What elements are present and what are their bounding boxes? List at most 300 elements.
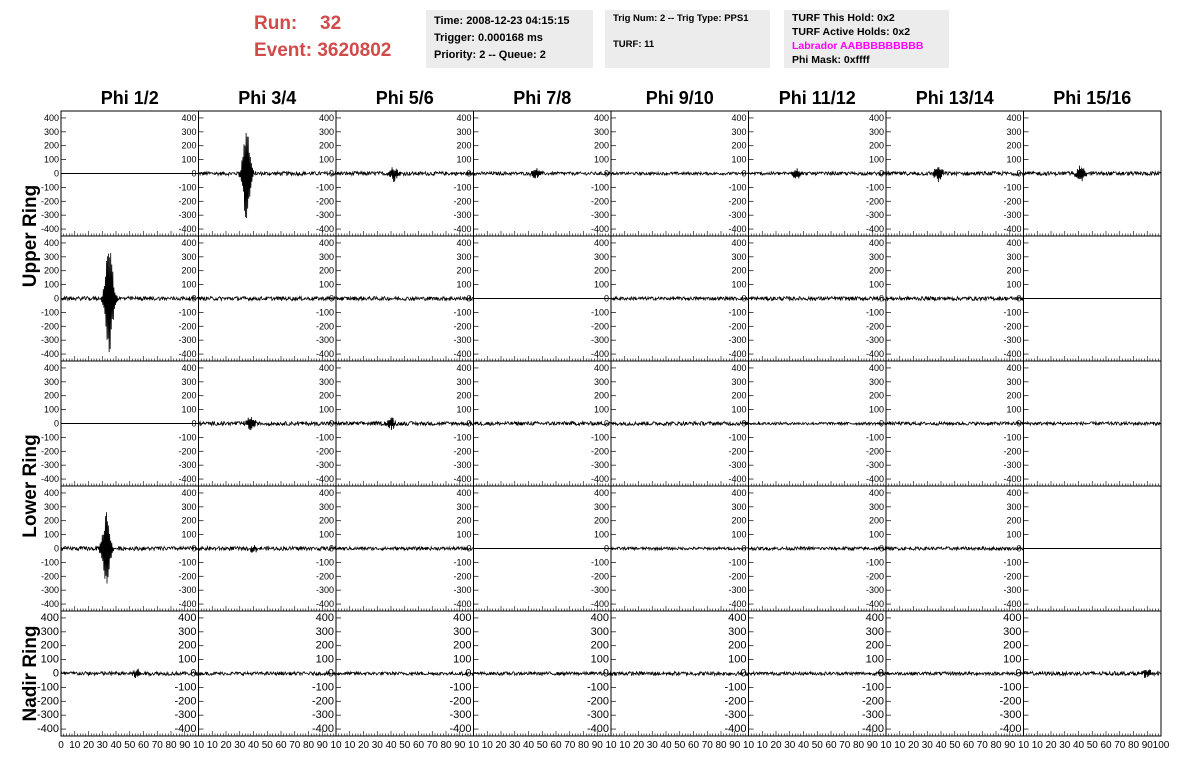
y-tick-label: 100 xyxy=(318,154,334,165)
y-tick-label: -400 xyxy=(315,599,334,610)
waveform-trace xyxy=(749,547,887,550)
y-tick-label: 200 xyxy=(318,390,334,401)
y-tick-label: 0 xyxy=(741,168,747,179)
y-tick-label: -100 xyxy=(865,182,884,193)
y-tick-label: -200 xyxy=(40,571,59,582)
y-tick-label: -200 xyxy=(36,695,59,708)
y-tick-label: 300 xyxy=(728,625,747,638)
y-tick-label: 300 xyxy=(43,376,59,387)
x-tick-label: 80 xyxy=(302,740,315,751)
y-tick-label: -100 xyxy=(728,307,747,318)
y-tick-label: -300 xyxy=(1003,460,1022,471)
y-tick-label: 300 xyxy=(868,376,884,387)
y-tick-label: 100 xyxy=(318,529,334,540)
x-tick-label: 90 xyxy=(179,740,191,751)
y-tick-label: 100 xyxy=(43,279,59,290)
y-tick-label: 100 xyxy=(1006,154,1022,165)
y-tick-label: 100 xyxy=(865,653,884,666)
y-tick-label: 200 xyxy=(590,639,609,652)
y-tick-label: 200 xyxy=(318,515,334,526)
y-tick-label: -200 xyxy=(178,196,197,207)
y-tick-label: -400 xyxy=(724,723,747,736)
y-tick-label: 400 xyxy=(731,237,747,248)
y-tick-label: 400 xyxy=(43,362,59,373)
y-tick-label: -400 xyxy=(36,723,59,736)
column-header: Phi 9/10 xyxy=(645,88,714,108)
y-tick-label: 0 xyxy=(878,293,884,304)
waveform-trace xyxy=(1024,670,1162,678)
y-tick-label: -100 xyxy=(174,681,197,694)
column-header: Phi 3/4 xyxy=(238,88,297,108)
y-tick-label: -100 xyxy=(728,557,747,568)
waveform-trace xyxy=(336,297,474,301)
x-tick-label: 30 xyxy=(96,740,108,751)
y-tick-label: -400 xyxy=(40,349,59,360)
y-tick-label: 100 xyxy=(731,404,747,415)
y-tick-label: 400 xyxy=(40,611,59,624)
x-tick-label: 90 xyxy=(316,740,328,751)
y-tick-label: 0 xyxy=(53,543,59,554)
y-tick-label: 300 xyxy=(456,376,472,387)
y-tick-label: 400 xyxy=(456,112,472,123)
y-tick-label: -100 xyxy=(1003,307,1022,318)
y-tick-label: -300 xyxy=(1003,335,1022,346)
y-tick-label: -100 xyxy=(590,307,609,318)
y-tick-label: 0 xyxy=(878,168,884,179)
waveform-trace xyxy=(886,672,1024,675)
y-tick-label: -200 xyxy=(590,446,609,457)
y-tick-label: -200 xyxy=(40,321,59,332)
y-tick-label: 100 xyxy=(43,529,59,540)
x-tick-label: 30 xyxy=(921,740,933,751)
y-tick-label: 100 xyxy=(868,279,884,290)
y-tick-label: -400 xyxy=(315,349,334,360)
y-tick-label: -100 xyxy=(315,557,334,568)
y-tick-label: 200 xyxy=(1006,515,1022,526)
x-tick-label: 70 xyxy=(839,740,851,751)
y-tick-label: 0 xyxy=(740,667,747,680)
y-tick-label: 400 xyxy=(43,237,59,248)
y-tick-label: 400 xyxy=(456,362,472,373)
y-tick-label: 100 xyxy=(1003,653,1022,666)
y-tick-label: 200 xyxy=(865,639,884,652)
y-tick-label: -200 xyxy=(178,571,197,582)
y-tick-label: -400 xyxy=(590,599,609,610)
waveform-trace xyxy=(199,297,337,301)
turf-hold-text: TURF This Hold: 0x2 xyxy=(792,12,895,24)
y-tick-label: -400 xyxy=(865,224,884,235)
x-tick-label: 60 xyxy=(137,740,150,751)
x-tick-label: 10 xyxy=(894,740,906,751)
y-tick-label: -100 xyxy=(40,557,59,568)
x-tick-label: 10 xyxy=(742,740,755,751)
y-tick-label: -400 xyxy=(999,723,1022,736)
y-tick-label: 400 xyxy=(315,611,334,624)
y-tick-label: 200 xyxy=(1006,140,1022,151)
waveform-trace xyxy=(199,672,337,675)
y-tick-label: 300 xyxy=(43,501,59,512)
x-tick-label: 10 xyxy=(756,740,768,751)
y-tick-label: 0 xyxy=(191,418,197,429)
y-tick-label: 100 xyxy=(1006,404,1022,415)
y-tick-label: -100 xyxy=(40,432,59,443)
y-tick-label: -300 xyxy=(865,335,884,346)
y-tick-label: 300 xyxy=(1006,376,1022,387)
y-tick-label: 400 xyxy=(181,112,197,123)
y-tick-label: -100 xyxy=(1003,557,1022,568)
x-tick-label: 40 xyxy=(385,740,397,751)
y-tick-label: -300 xyxy=(40,210,59,221)
y-tick-label: 0 xyxy=(603,168,609,179)
y-tick-label: 100 xyxy=(456,279,472,290)
y-tick-label: -200 xyxy=(728,321,747,332)
y-tick-label: 100 xyxy=(181,279,197,290)
y-tick-label: 300 xyxy=(731,501,747,512)
y-tick-label: 0 xyxy=(466,418,472,429)
y-tick-label: 0 xyxy=(603,543,609,554)
y-tick-label: -100 xyxy=(590,432,609,443)
y-tick-label: 400 xyxy=(590,611,609,624)
y-tick-label: 0 xyxy=(741,293,747,304)
y-tick-label: 0 xyxy=(191,168,197,179)
y-tick-label: -200 xyxy=(728,196,747,207)
y-tick-label: 300 xyxy=(731,376,747,387)
x-tick-label: 20 xyxy=(82,740,95,751)
waveform-trace xyxy=(611,422,749,426)
x-tick-label: 60 xyxy=(687,740,700,751)
x-tick-label: 30 xyxy=(234,740,246,751)
x-tick-label: 40 xyxy=(1072,740,1085,751)
y-tick-label: 0 xyxy=(1016,293,1022,304)
x-tick-label: 20 xyxy=(495,740,507,751)
priority-text: Priority: 2 -- Queue: 2 xyxy=(434,49,546,61)
x-tick-label: 50 xyxy=(536,740,548,751)
y-tick-label: 300 xyxy=(315,625,334,638)
y-tick-label: 200 xyxy=(731,390,747,401)
y-tick-label: 100 xyxy=(1006,279,1022,290)
x-tick-label: 10 xyxy=(605,740,617,751)
y-tick-label: 400 xyxy=(593,237,609,248)
y-tick-label: -400 xyxy=(453,349,472,360)
y-tick-label: 0 xyxy=(328,293,334,304)
y-tick-label: 300 xyxy=(181,251,197,262)
y-tick-label: 200 xyxy=(593,515,609,526)
x-tick-label: 10 xyxy=(1017,740,1030,751)
x-tick-label: 90 xyxy=(1004,740,1016,751)
waveform-trace xyxy=(1024,166,1162,182)
column-header: Phi 11/12 xyxy=(778,88,856,108)
y-tick-label: -300 xyxy=(453,335,472,346)
y-tick-label: 400 xyxy=(593,487,609,498)
y-tick-label: 300 xyxy=(40,625,59,638)
y-tick-label: 400 xyxy=(456,487,472,498)
y-tick-label: -300 xyxy=(999,709,1022,722)
y-tick-label: 300 xyxy=(1006,251,1022,262)
y-tick-label: -200 xyxy=(861,695,884,708)
y-tick-label: 0 xyxy=(878,418,884,429)
x-tick-label: 50 xyxy=(674,740,686,751)
y-tick-label: 300 xyxy=(731,251,747,262)
y-tick-label: -200 xyxy=(865,321,884,332)
y-tick-label: -400 xyxy=(453,474,472,485)
y-tick-label: 0 xyxy=(53,168,59,179)
y-tick-label: -100 xyxy=(1003,432,1022,443)
y-tick-label: 100 xyxy=(590,653,609,666)
y-tick-label: 0 xyxy=(328,418,334,429)
x-tick-label: 100 xyxy=(1152,740,1170,751)
y-tick-label: 400 xyxy=(1006,487,1022,498)
event-value: 3620802 xyxy=(317,40,392,61)
y-tick-label: 300 xyxy=(1006,126,1022,137)
y-tick-label: 0 xyxy=(877,667,884,680)
y-tick-label: 200 xyxy=(593,140,609,151)
waveform-trace xyxy=(749,672,887,675)
y-tick-label: 200 xyxy=(593,390,609,401)
y-tick-label: 0 xyxy=(1016,418,1022,429)
y-tick-label: 200 xyxy=(1006,265,1022,276)
waveform-trace xyxy=(474,422,612,426)
run-label: Run: xyxy=(254,13,298,34)
waveform-trace xyxy=(199,417,337,430)
x-tick-label: 10 xyxy=(344,740,356,751)
x-tick-label: 10 xyxy=(619,740,631,751)
y-tick-label: 0 xyxy=(465,667,472,680)
y-tick-label: 200 xyxy=(40,639,59,652)
y-tick-label: 200 xyxy=(868,390,884,401)
y-tick-label: 100 xyxy=(456,529,472,540)
y-tick-label: -200 xyxy=(311,695,334,708)
x-tick-label: 50 xyxy=(399,740,411,751)
y-tick-label: 400 xyxy=(868,112,884,123)
y-tick-label: -400 xyxy=(40,474,59,485)
y-tick-label: -300 xyxy=(590,335,609,346)
y-tick-label: -400 xyxy=(865,349,884,360)
x-tick-label: 40 xyxy=(247,740,260,751)
phi-mask-text: Phi Mask: 0xffff xyxy=(792,54,870,66)
ring-label: Nadir Ring xyxy=(20,625,41,722)
waveform-trace xyxy=(474,168,612,178)
y-tick-label: -300 xyxy=(586,709,609,722)
turf-text: TURF: 11 xyxy=(613,39,655,50)
x-tick-label: 60 xyxy=(412,740,425,751)
y-tick-label: -200 xyxy=(453,321,472,332)
x-tick-label: 80 xyxy=(165,740,177,751)
y-tick-label: -300 xyxy=(315,460,334,471)
y-tick-label: -100 xyxy=(315,307,334,318)
y-tick-label: -100 xyxy=(865,432,884,443)
y-tick-label: -200 xyxy=(865,571,884,582)
y-tick-label: 0 xyxy=(603,293,609,304)
x-tick-label: 30 xyxy=(1059,740,1071,751)
x-tick-label: 50 xyxy=(124,740,136,751)
y-tick-label: 400 xyxy=(318,362,334,373)
y-tick-label: -100 xyxy=(728,432,747,443)
y-tick-label: 0 xyxy=(878,543,884,554)
y-tick-label: 200 xyxy=(731,265,747,276)
y-tick-label: 400 xyxy=(731,487,747,498)
x-tick-label: 60 xyxy=(550,740,562,751)
y-tick-label: 300 xyxy=(593,126,609,137)
y-tick-label: 100 xyxy=(593,404,609,415)
y-tick-label: 300 xyxy=(43,251,59,262)
y-tick-label: 300 xyxy=(456,501,472,512)
y-tick-label: 0 xyxy=(190,667,197,680)
y-tick-label: -100 xyxy=(315,182,334,193)
waveform-trace xyxy=(336,672,474,675)
y-tick-label: 0 xyxy=(1016,168,1022,179)
y-tick-label: 0 xyxy=(603,418,609,429)
x-tick-label: 70 xyxy=(564,740,576,751)
x-tick-label: 20 xyxy=(770,740,782,751)
waveform-trace xyxy=(749,168,887,178)
y-tick-label: -300 xyxy=(315,585,334,596)
waveform-trace xyxy=(336,167,474,182)
y-tick-label: 400 xyxy=(731,112,747,123)
waveform-trace xyxy=(611,297,749,300)
y-tick-label: -100 xyxy=(40,307,59,318)
waveform-trace xyxy=(749,297,887,301)
x-tick-label: 60 xyxy=(962,740,975,751)
y-tick-label: -200 xyxy=(449,695,472,708)
y-tick-label: 400 xyxy=(181,362,197,373)
y-tick-label: -400 xyxy=(178,599,197,610)
y-tick-label: -200 xyxy=(40,446,59,457)
y-tick-label: -200 xyxy=(1003,571,1022,582)
y-tick-label: 300 xyxy=(453,625,472,638)
y-tick-label: -300 xyxy=(174,709,197,722)
y-tick-label: -100 xyxy=(40,182,59,193)
x-tick-label: 70 xyxy=(1114,740,1126,751)
y-tick-label: 400 xyxy=(453,611,472,624)
waveform-trace xyxy=(1024,422,1162,425)
waveform-trace xyxy=(336,417,474,430)
x-tick-label: 20 xyxy=(632,740,645,751)
y-tick-label: 100 xyxy=(1006,529,1022,540)
event-label: Event: xyxy=(254,40,313,61)
y-tick-label: 300 xyxy=(318,501,334,512)
y-tick-label: -400 xyxy=(586,723,609,736)
y-tick-label: -200 xyxy=(586,695,609,708)
y-tick-label: -300 xyxy=(40,335,59,346)
y-tick-label: -200 xyxy=(315,446,334,457)
y-tick-label: -400 xyxy=(590,349,609,360)
y-tick-label: -200 xyxy=(40,196,59,207)
y-tick-label: -200 xyxy=(1003,321,1022,332)
y-tick-label: 300 xyxy=(593,251,609,262)
y-tick-label: 400 xyxy=(593,112,609,123)
y-tick-label: -100 xyxy=(865,307,884,318)
y-tick-label: -100 xyxy=(999,681,1022,694)
y-tick-label: -200 xyxy=(174,695,197,708)
y-tick-label: -300 xyxy=(178,335,197,346)
y-tick-label: 100 xyxy=(43,154,59,165)
y-tick-label: -200 xyxy=(590,571,609,582)
y-tick-label: 200 xyxy=(1003,639,1022,652)
y-tick-label: -200 xyxy=(315,321,334,332)
ring-label: Upper Ring xyxy=(20,184,41,288)
x-tick-label: 30 xyxy=(509,740,521,751)
y-tick-label: -300 xyxy=(40,460,59,471)
column-header: Phi 5/6 xyxy=(375,88,434,108)
y-tick-label: -300 xyxy=(1003,585,1022,596)
column-header: Phi 1/2 xyxy=(100,88,159,108)
y-tick-label: -100 xyxy=(178,432,197,443)
x-tick-label: 60 xyxy=(825,740,837,751)
y-tick-label: 200 xyxy=(318,265,334,276)
x-tick-label: 50 xyxy=(811,740,823,751)
y-tick-label: -400 xyxy=(728,599,747,610)
y-tick-label: 300 xyxy=(318,376,334,387)
y-tick-label: -200 xyxy=(590,196,609,207)
y-tick-label: 0 xyxy=(602,667,609,680)
y-tick-label: 200 xyxy=(728,639,747,652)
y-tick-label: -300 xyxy=(724,709,747,722)
y-tick-label: 400 xyxy=(43,487,59,498)
x-tick-label: 70 xyxy=(289,740,301,751)
y-tick-label: 200 xyxy=(181,140,197,151)
y-tick-label: -400 xyxy=(453,599,472,610)
x-tick-label: 30 xyxy=(371,740,383,751)
x-tick-label: 60 xyxy=(275,740,287,751)
y-tick-label: 400 xyxy=(456,237,472,248)
y-tick-label: 0 xyxy=(191,293,197,304)
y-tick-label: 300 xyxy=(456,126,472,137)
y-tick-label: 200 xyxy=(181,515,197,526)
y-tick-label: -300 xyxy=(590,460,609,471)
x-tick-label: 30 xyxy=(646,740,658,751)
x-tick-label: 90 xyxy=(729,740,741,751)
y-tick-label: -300 xyxy=(865,460,884,471)
y-tick-label: -200 xyxy=(1003,196,1022,207)
y-tick-label: 0 xyxy=(1015,667,1022,680)
y-tick-label: 400 xyxy=(1003,611,1022,624)
y-tick-label: 200 xyxy=(731,140,747,151)
x-tick-label: 10 xyxy=(481,740,493,751)
y-tick-label: -300 xyxy=(865,585,884,596)
y-tick-label: 300 xyxy=(1003,625,1022,638)
y-tick-label: -100 xyxy=(453,307,472,318)
y-tick-label: 300 xyxy=(181,126,197,137)
y-tick-label: 0 xyxy=(328,543,334,554)
y-tick-label: 200 xyxy=(868,515,884,526)
y-tick-label: 0 xyxy=(741,543,747,554)
y-tick-label: 100 xyxy=(318,404,334,415)
waveform-trace xyxy=(611,672,749,676)
y-tick-label: 400 xyxy=(865,611,884,624)
x-tick-label: 90 xyxy=(1141,740,1153,751)
x-tick-label: 80 xyxy=(1127,740,1140,751)
y-tick-label: -300 xyxy=(40,585,59,596)
y-tick-label: -200 xyxy=(178,321,197,332)
y-tick-label: 200 xyxy=(178,639,197,652)
y-tick-label: 100 xyxy=(456,154,472,165)
y-tick-label: 100 xyxy=(43,404,59,415)
y-tick-label: 0 xyxy=(1016,543,1022,554)
y-tick-label: -400 xyxy=(315,224,334,235)
y-tick-label: -300 xyxy=(1003,210,1022,221)
y-tick-label: -200 xyxy=(724,695,747,708)
y-tick-label: 200 xyxy=(318,140,334,151)
y-tick-label: -400 xyxy=(453,224,472,235)
y-tick-label: -400 xyxy=(728,349,747,360)
y-tick-label: 300 xyxy=(181,501,197,512)
y-tick-label: 200 xyxy=(1006,390,1022,401)
y-tick-label: -200 xyxy=(590,321,609,332)
y-tick-label: 400 xyxy=(731,362,747,373)
y-tick-label: -100 xyxy=(724,681,747,694)
y-tick-label: -200 xyxy=(453,571,472,582)
y-tick-label: 300 xyxy=(731,126,747,137)
